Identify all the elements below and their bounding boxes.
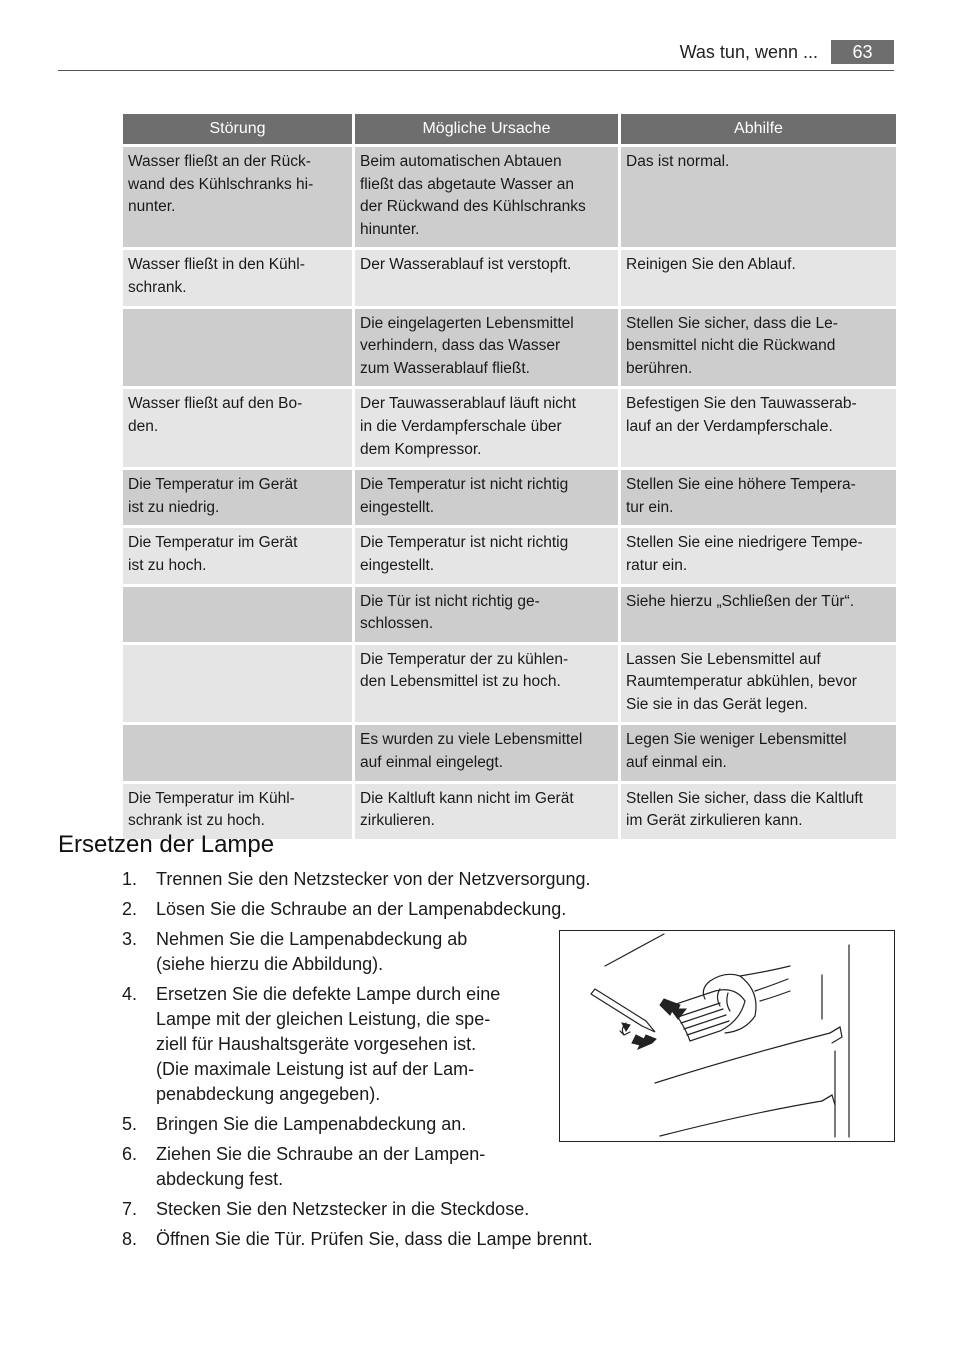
cell-cause: Der Wasserablauf ist verstopft. bbox=[355, 250, 618, 305]
running-header: Was tun, wenn ... bbox=[679, 42, 818, 62]
table-row bbox=[123, 470, 896, 525]
step-item bbox=[120, 982, 593, 1107]
table-row bbox=[123, 645, 896, 723]
lamp-cover-removal-illustration-icon bbox=[560, 931, 894, 1141]
cell-remedy: Stellen Sie eine niedrigere Tempe- ratur ein. bbox=[621, 528, 896, 583]
step-text: Trennen Sie den Netzstecker von der Netzversorgung. bbox=[156, 869, 591, 889]
step-number: 1. bbox=[122, 869, 138, 889]
step-item bbox=[120, 897, 593, 922]
step-text: Bringen Sie die Lampenabdeckung an. bbox=[156, 1114, 467, 1134]
table-row bbox=[123, 147, 896, 247]
step-item bbox=[120, 1142, 593, 1192]
step-text: Stecken Sie den Netzstecker in die Steckdose. bbox=[156, 1199, 530, 1219]
cell-problem bbox=[123, 725, 352, 780]
cell-remedy: Das ist normal. bbox=[621, 147, 896, 247]
step-item bbox=[120, 1197, 593, 1222]
step-number: 2. bbox=[122, 899, 138, 919]
step-number: 8. bbox=[122, 1229, 138, 1249]
step-number: 4. bbox=[122, 984, 138, 1004]
cell-cause: Die Tür ist nicht richtig ge- schlossen. bbox=[355, 587, 618, 642]
cell-cause: Der Tauwasserablauf läuft nicht in die Verdampferschale über dem Kompressor. bbox=[355, 389, 618, 467]
step-text: Nehmen Sie die Lampenabdeckung ab (siehe hierzu die Abbildung). bbox=[156, 929, 468, 974]
troubleshooting-table bbox=[120, 111, 899, 842]
cell-problem bbox=[123, 309, 352, 387]
page-number: 63 bbox=[831, 40, 894, 64]
step-text: Öffnen Sie die Tür. Prüfen Sie, dass die Lampe brennt. bbox=[156, 1229, 593, 1249]
cell-problem: Wasser fließt auf den Bo- den. bbox=[123, 389, 352, 467]
step-number: 3. bbox=[122, 929, 138, 949]
step-number: 5. bbox=[122, 1114, 138, 1134]
table-row bbox=[123, 725, 896, 780]
column-header-problem: Störung bbox=[123, 114, 352, 144]
cell-remedy: Stellen Sie sicher, dass die Le- bensmittel nicht die Rückwand berühren. bbox=[621, 309, 896, 387]
step-text: Ersetzen Sie die defekte Lampe durch eine Lampe mit der gleichen Leistung, die spe- ziell für Haushaltsgeräte vorgesehen ist. (Die maximale Leistung ist auf der Lam- penabdeckung angegeben). bbox=[156, 984, 501, 1104]
cell-cause: Es wurden zu viele Lebensmittel auf einmal eingelegt. bbox=[355, 725, 618, 780]
cell-problem: Die Temperatur im Kühl- schrank ist zu hoch. bbox=[123, 784, 352, 839]
cell-remedy: Legen Sie weniger Lebensmittel auf einmal ein. bbox=[621, 725, 896, 780]
step-item bbox=[120, 1112, 593, 1137]
step-item bbox=[120, 867, 593, 892]
cell-problem: Die Temperatur im Gerät ist zu hoch. bbox=[123, 528, 352, 583]
cell-cause: Die Temperatur ist nicht richtig eingestellt. bbox=[355, 470, 618, 525]
table-body bbox=[123, 147, 896, 839]
section-title: Ersetzen der Lampe bbox=[58, 831, 275, 858]
column-header-remedy: Abhilfe bbox=[621, 114, 896, 144]
cell-cause: Die Kaltluft kann nicht im Gerät zirkulieren. bbox=[355, 784, 618, 839]
table-header-row bbox=[123, 114, 896, 144]
table-row bbox=[123, 250, 896, 305]
step-item bbox=[120, 1227, 593, 1252]
step-number: 6. bbox=[122, 1144, 138, 1164]
header-divider bbox=[58, 70, 894, 71]
cell-remedy: Reinigen Sie den Ablauf. bbox=[621, 250, 896, 305]
step-text: Lösen Sie die Schraube an der Lampenabdeckung. bbox=[156, 899, 567, 919]
cell-remedy: Siehe hierzu „Schließen der Tür“. bbox=[621, 587, 896, 642]
cell-cause: Die eingelagerten Lebensmittel verhindern, dass das Wasser zum Wasserablauf fließt. bbox=[355, 309, 618, 387]
cell-cause: Die Temperatur ist nicht richtig eingestellt. bbox=[355, 528, 618, 583]
cell-problem: Die Temperatur im Gerät ist zu niedrig. bbox=[123, 470, 352, 525]
step-text: Ziehen Sie die Schraube an der Lampen- abdeckung fest. bbox=[156, 1144, 486, 1189]
cell-remedy: Lassen Sie Lebensmittel auf Raumtemperatur abkühlen, bevor Sie sie in das Gerät legen. bbox=[621, 645, 896, 723]
column-header-cause: Mögliche Ursache bbox=[355, 114, 618, 144]
cell-problem: Wasser fließt an der Rück- wand des Kühlschranks hi- nunter. bbox=[123, 147, 352, 247]
cell-cause: Beim automatischen Abtauen fließt das abgetaute Wasser an der Rückwand des Kühlschranks hinunter. bbox=[355, 147, 618, 247]
cell-remedy: Stellen Sie sicher, dass die Kaltluft im Gerät zirkulieren kann. bbox=[621, 784, 896, 839]
step-item bbox=[120, 927, 593, 977]
cell-problem bbox=[123, 587, 352, 642]
table-row bbox=[123, 587, 896, 642]
table-row bbox=[123, 309, 896, 387]
cell-remedy: Befestigen Sie den Tauwasserab- lauf an der Verdampferschale. bbox=[621, 389, 896, 467]
lamp-replacement-figure bbox=[559, 930, 895, 1142]
table-row bbox=[123, 389, 896, 467]
table-row bbox=[123, 528, 896, 583]
cell-cause: Die Temperatur der zu kühlen- den Lebensmittel ist zu hoch. bbox=[355, 645, 618, 723]
steps-list bbox=[120, 867, 593, 1257]
cell-remedy: Stellen Sie eine höhere Tempera- tur ein. bbox=[621, 470, 896, 525]
cell-problem bbox=[123, 645, 352, 723]
cell-problem: Wasser fließt in den Kühl- schrank. bbox=[123, 250, 352, 305]
step-number: 7. bbox=[122, 1199, 138, 1219]
